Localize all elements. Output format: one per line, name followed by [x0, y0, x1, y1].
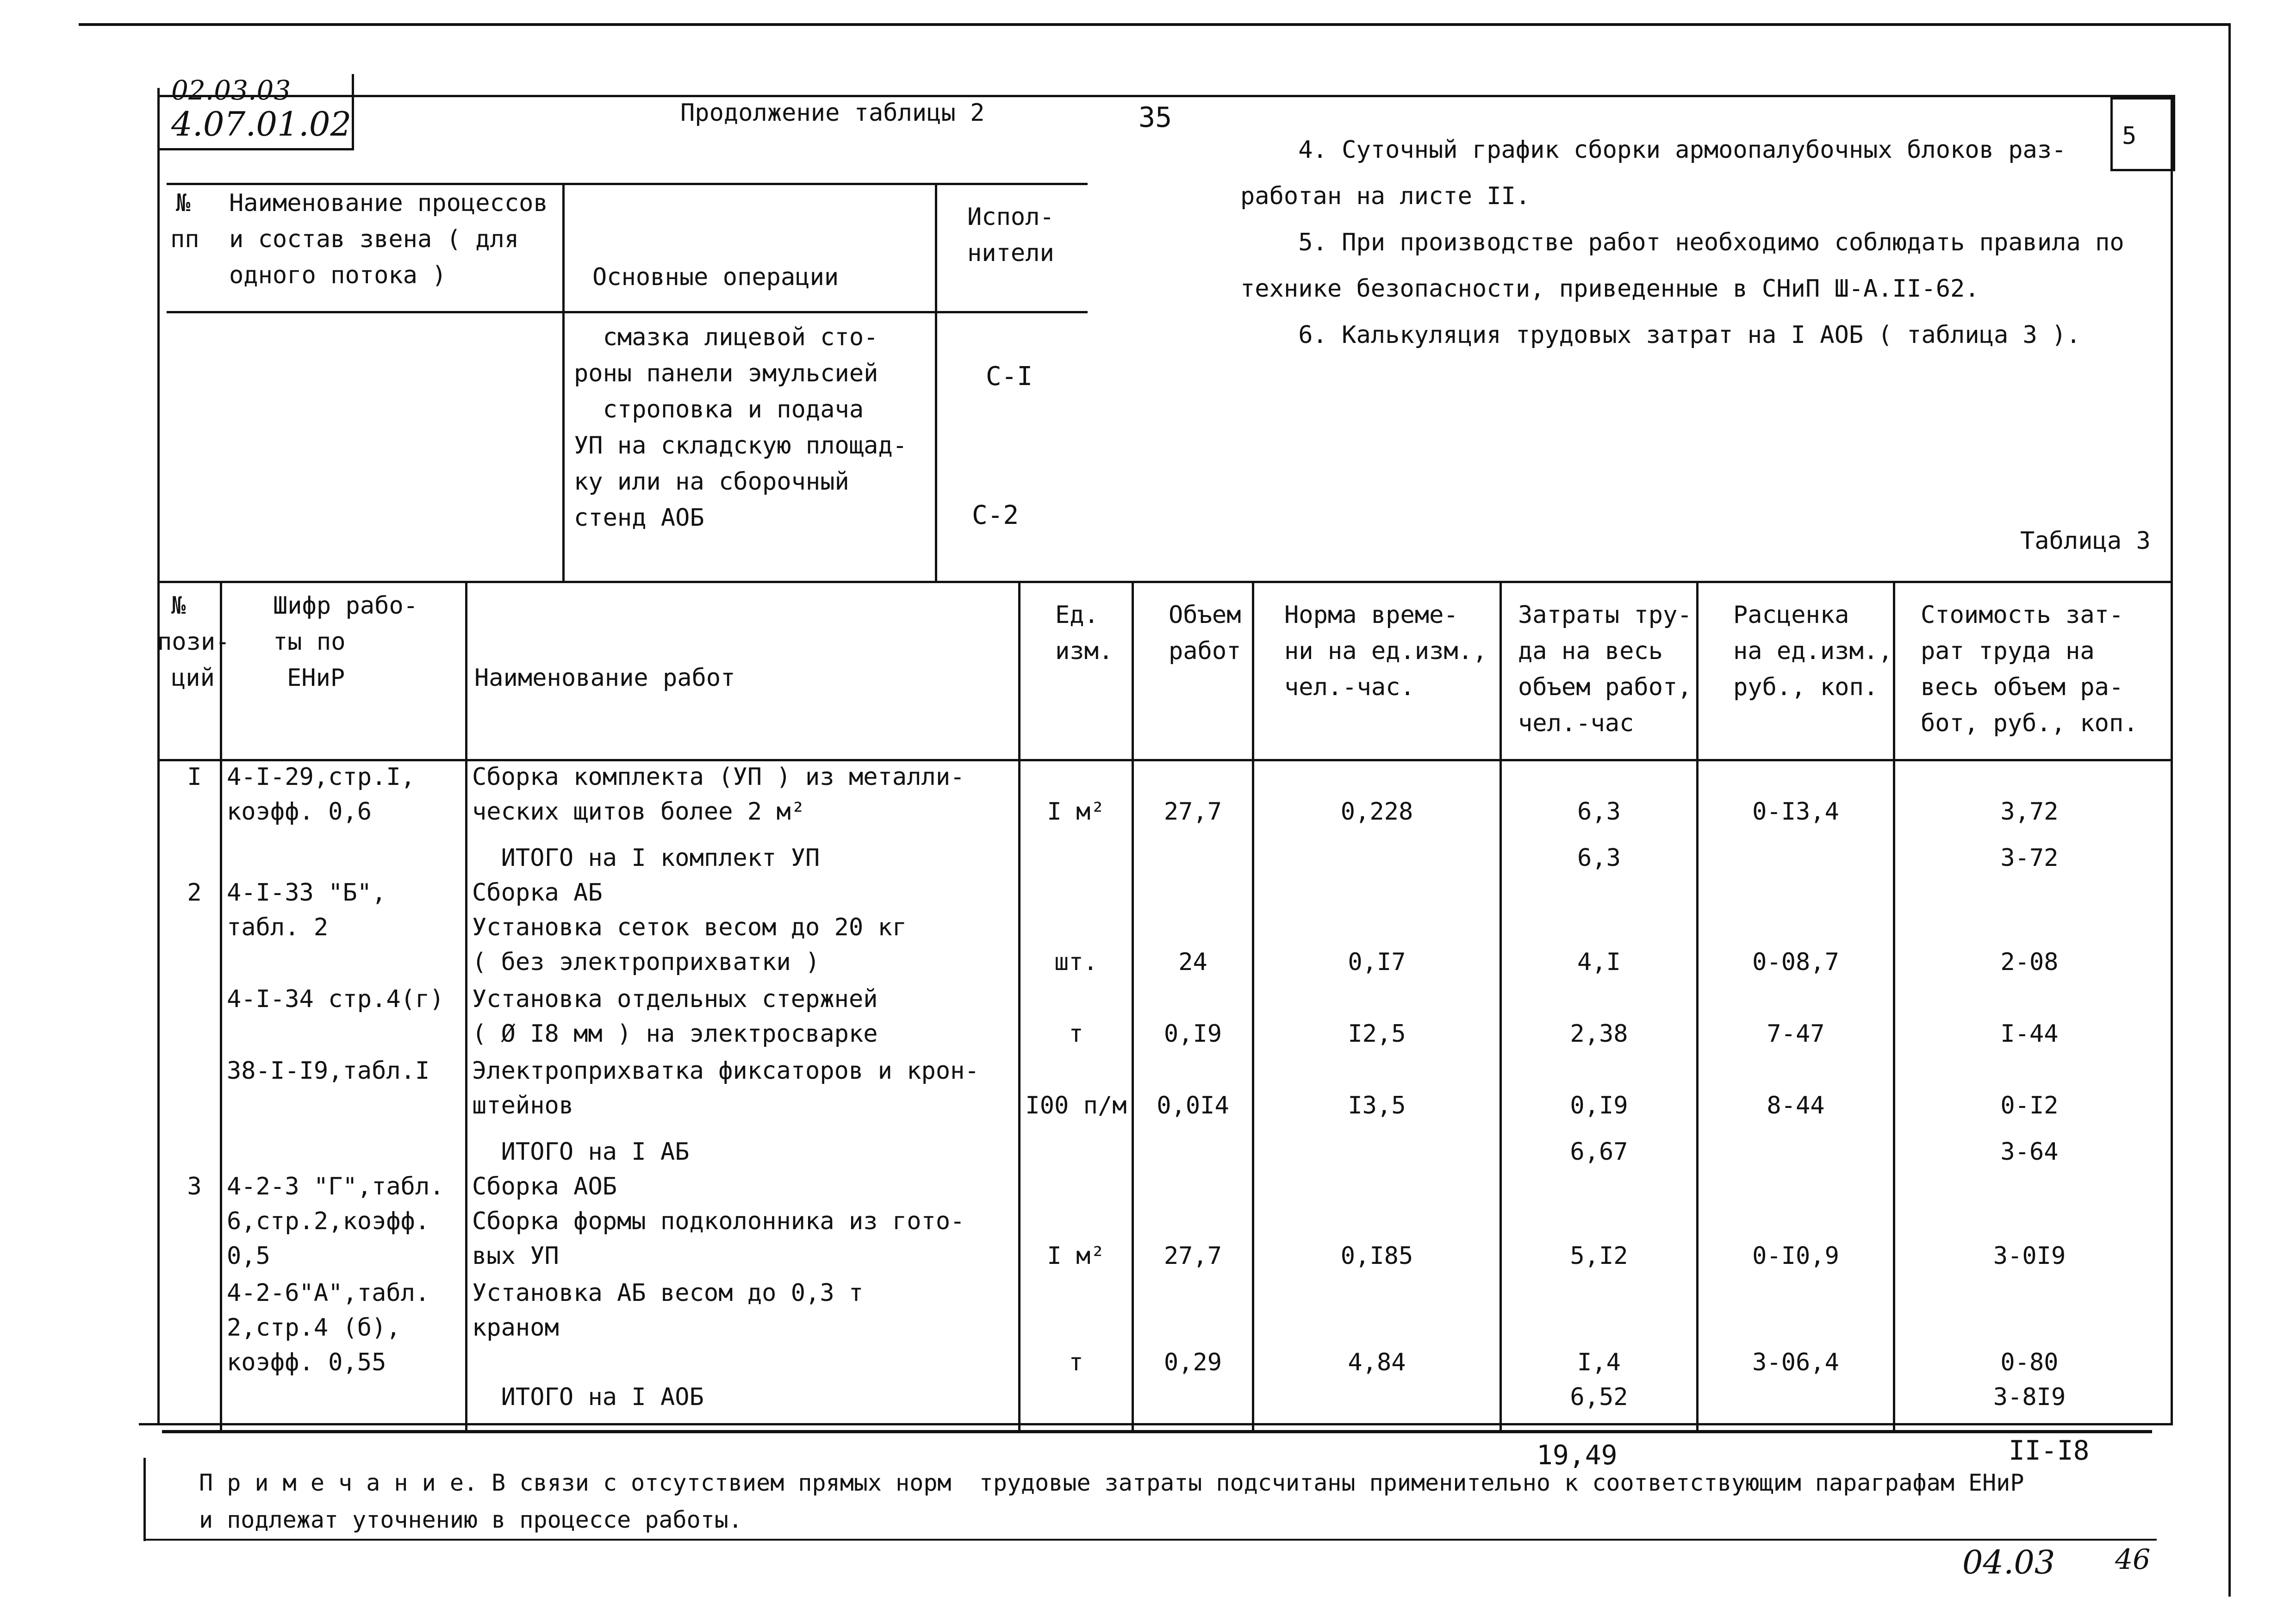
t3-h-labor-3: объем работ,: [1518, 673, 1692, 701]
t3-cell-unit: т: [1069, 1349, 1083, 1376]
t2-h-name-3: одного потока ): [229, 261, 447, 289]
note-5b: технике безопасности, приведенные в СНиП Ш-А.II-62.: [1240, 275, 1979, 303]
footnote-bottom-rule: [143, 1539, 2157, 1541]
note-4b: работан на листе II.: [1240, 182, 1531, 210]
t3-cell-name: вых УП: [472, 1242, 559, 1270]
t3-cell-cost: 3-64: [2000, 1138, 2059, 1166]
t3-cell-code: 38-I-I9,табл.I: [227, 1057, 430, 1085]
t3-h-labor-4: чел.-час: [1518, 709, 1634, 737]
t3-cell-code: 4-I-34 стр.4(г): [227, 985, 444, 1013]
t3-sep-name: [1018, 581, 1020, 1430]
t3-cell-code: коэфф. 0,6: [227, 798, 372, 826]
t3-cell-cost: 3-0I9: [1993, 1242, 2066, 1270]
t2-op-2: роны панели эмульсией: [574, 360, 878, 387]
t3-cell-rate: 0-08,7: [1752, 948, 1839, 976]
t3-cell-name: краном: [472, 1314, 559, 1342]
footnote-left-rule: [143, 1458, 146, 1541]
t3-cell-code: табл. 2: [227, 914, 329, 941]
t3-cell-name: Установка сеток весом до 20 кг: [472, 914, 907, 941]
t3-cell-volume: 27,7: [1164, 1242, 1222, 1270]
t3-cell-name: ИТОГО на I АОБ: [472, 1383, 704, 1411]
t3-cell-volume: 0,I9: [1164, 1020, 1222, 1048]
frame-bottom: [139, 1423, 2171, 1425]
t3-sep-unit: [1132, 581, 1134, 1430]
t3-h-rate-1: Расценка: [1733, 601, 1849, 629]
t3-cell-unit: I00 п/м: [1025, 1092, 1127, 1119]
footnote-line1: П р и м е ч а н и е. В связи с отсутствием прямых норм трудовые затраты подсчитаны применительно к соответствующим параграфам ЕНиР: [199, 1469, 2024, 1496]
t3-cell-norm: 0,228: [1340, 798, 1413, 826]
t3-cell-rate: 7-47: [1767, 1020, 1825, 1048]
t3-cell-name: ИТОГО на I комплект УП: [472, 844, 820, 872]
t3-cell-norm: 0,I7: [1348, 948, 1406, 976]
t2-op-3: строповка и подача: [574, 396, 864, 423]
t3-cell-pos: 2: [187, 879, 202, 907]
t3-cell-rate: 0-I3,4: [1752, 798, 1839, 826]
t3-cell-labor: 0,I9: [1570, 1092, 1628, 1119]
t3-cell-norm: 4,84: [1348, 1349, 1406, 1376]
t3-cell-labor: 6,3: [1577, 844, 1621, 872]
t3-h-rate-2: на ед.изм.,: [1733, 637, 1893, 665]
bottom-hand-right: 46: [2115, 1543, 2151, 1576]
t2-h-operations: Основные операции: [592, 263, 839, 291]
t3-sep-norm: [1500, 581, 1502, 1430]
t3-cell-cost: 0-80: [2000, 1349, 2059, 1376]
t3-cell-unit: I м²: [1047, 1242, 1105, 1270]
right-rule: [2228, 23, 2231, 1597]
t3-cell-code: 4-I-29,стр.I,: [227, 763, 415, 791]
t3-cell-unit: I м²: [1047, 798, 1105, 826]
frame-left: [157, 88, 160, 1423]
t3-cell-name: Установка АБ весом до 0,3 т: [472, 1279, 864, 1307]
t3-cell-cost: 3,72: [2000, 798, 2059, 826]
t3-h-labor-1: Затраты тру-: [1518, 601, 1692, 629]
t3-cell-name: ( без электроприхватки ): [472, 948, 820, 976]
t3-cell-rate: 8-44: [1767, 1092, 1825, 1119]
t3-cell-volume: 0,29: [1164, 1349, 1222, 1376]
t3-h-unit-1: Ед.: [1055, 601, 1099, 629]
total-cost: II-I8: [2009, 1435, 2090, 1466]
t3-cell-name: Сборка формы подколонника из гото-: [472, 1207, 965, 1235]
t3-cell-name: Сборка АОБ: [472, 1173, 617, 1200]
t3-cell-norm: I2,5: [1348, 1020, 1406, 1048]
t3-cell-rate: 3-06,4: [1752, 1349, 1839, 1376]
t3-cell-pos: I: [187, 763, 202, 791]
t3-h-cost-1: Стоимость зат-: [1921, 601, 2124, 629]
t3-h-norm-3: чел.-час.: [1284, 673, 1415, 701]
t3-cell-code: 4-2-6"А",табл.: [227, 1279, 430, 1307]
t3-h-code-2: ты по: [273, 628, 346, 656]
t3-sep-pos: [220, 581, 222, 1430]
t2-op-5: ку или на сборочный: [574, 468, 849, 496]
t3-h-pos-3: ций: [171, 664, 215, 692]
t3-h-pos-1: №: [171, 592, 186, 620]
t2-h-name-2: и состав звена ( для: [229, 225, 519, 253]
t3-cell-volume: 24: [1178, 948, 1207, 976]
sheet-box: [2110, 97, 2175, 171]
t2-exec-1: С-I: [986, 361, 1033, 392]
t2-col-sep1: [562, 183, 565, 581]
note-5a: 5. При производстве работ необходимо соблюдать правила по: [1240, 229, 2124, 256]
t3-cell-code: 2,стр.4 (б),: [227, 1314, 401, 1342]
t3-bottom-rule: [162, 1430, 2152, 1433]
t3-cell-name: ( Ø I8 мм ) на электросварке: [472, 1020, 878, 1048]
t3-h-cost-2: рат труда на: [1921, 637, 2095, 665]
t3-cell-name: Установка отдельных стержней: [472, 985, 878, 1013]
t3-h-rate-3: руб., коп.: [1733, 673, 1879, 701]
t2-h-exec-1: Испол-: [967, 203, 1054, 231]
t3-cell-name: штейнов: [472, 1092, 574, 1119]
t3-cell-unit: т: [1069, 1020, 1083, 1048]
t3-cell-code: 4-I-33 "Б",: [227, 879, 386, 907]
t3-cell-name: Сборка комплекта (УП ) из металли-: [472, 763, 965, 791]
t3-cell-code: 0,5: [227, 1242, 270, 1270]
t3-cell-unit: шт.: [1054, 948, 1098, 976]
t3-h-cost-3: весь объем ра-: [1921, 673, 2124, 701]
t3-cell-cost: 3-72: [2000, 844, 2059, 872]
t3-h-pos-2: пози-: [157, 628, 230, 656]
t3-cell-cost: 0-I2: [2000, 1092, 2059, 1119]
t3-h-name: Наименование работ: [474, 664, 735, 692]
t3-cell-pos: 3: [187, 1173, 202, 1200]
t3-cell-cost: 2-08: [2000, 948, 2059, 976]
t3-h-code-1: Шифр рабо-: [273, 592, 418, 620]
t2-h-num-2: пп: [170, 225, 199, 253]
continuation-caption: Продолжение таблицы 2: [680, 99, 985, 127]
table3-caption: Таблица 3: [2020, 527, 2151, 555]
t3-cell-labor: 2,38: [1570, 1020, 1628, 1048]
total-labor: 19,49: [1537, 1439, 1618, 1471]
t3-sep-labor: [1696, 581, 1699, 1430]
t3-sep-rate: [1893, 581, 1895, 1430]
frame-right: [2171, 97, 2173, 1425]
t3-cell-name: ИТОГО на I АБ: [472, 1138, 690, 1166]
t3-cell-volume: 27,7: [1164, 798, 1222, 826]
t3-h-volume-2: работ: [1169, 637, 1241, 665]
frame-top: [157, 95, 2175, 97]
t3-h-code-3: ЕНиР: [287, 664, 345, 692]
t3-cell-cost: 3-8I9: [1993, 1383, 2066, 1411]
t3-cell-cost: I-44: [2000, 1020, 2059, 1048]
stamp-line1: 02.03.03: [171, 75, 291, 106]
t2-header-rule: [167, 311, 1088, 313]
sheet-number: 5: [2122, 122, 2137, 150]
t3-h-labor-2: да на весь: [1518, 637, 1663, 665]
t2-h-name-1: Наименование процессов: [229, 189, 548, 217]
t3-h-unit-2: изм.: [1055, 637, 1114, 665]
bottom-hand-left: 04.03: [1962, 1543, 2055, 1581]
note-6: 6. Калькуляция трудовых затрат на I АОБ ( таблица 3 ).: [1240, 321, 2081, 349]
t3-cell-code: 6,стр.2,коэфф.: [227, 1207, 430, 1235]
t2-h-exec-2: нители: [967, 239, 1054, 267]
t3-cell-code: коэфф. 0,55: [227, 1349, 386, 1376]
t2-op-4: УП на складскую площад-: [574, 432, 908, 460]
t3-h-cost-4: бот, руб., коп.: [1921, 709, 2138, 737]
t3-cell-norm: I3,5: [1348, 1092, 1406, 1119]
t3-cell-name: ческих щитов более 2 м²: [472, 798, 806, 826]
t3-cell-labor: I,4: [1577, 1349, 1621, 1376]
stamp-line2: 4.07.01.02: [171, 105, 352, 143]
t3-cell-name: Сборка АБ: [472, 879, 603, 907]
t3-cell-labor: 4,I: [1577, 948, 1621, 976]
t3-sep-code: [465, 581, 467, 1430]
t2-op-1: смазка лицевой сто-: [574, 323, 878, 351]
t3-cell-volume: 0,0I4: [1157, 1092, 1229, 1119]
t3-cell-norm: 0,I85: [1340, 1242, 1413, 1270]
t2-col-sep2: [935, 183, 937, 581]
t3-cell-rate: 0-I0,9: [1752, 1242, 1839, 1270]
top-rule: [79, 23, 2231, 26]
t3-top-rule: [157, 581, 2171, 583]
t2-h-num-1: №: [176, 189, 191, 217]
t3-cell-name: Электроприхватка фиксаторов и крон-: [472, 1057, 979, 1085]
t3-h-norm-1: Норма време-: [1284, 601, 1458, 629]
t3-h-volume-1: Объем: [1169, 601, 1241, 629]
t3-cell-labor: 6,67: [1570, 1138, 1628, 1166]
t3-cell-code: 4-2-3 "Г",табл.: [227, 1173, 444, 1200]
note-4a: 4. Суточный график сборки армоопалубочных блоков раз-: [1240, 136, 2066, 164]
t3-cell-labor: 5,I2: [1570, 1242, 1628, 1270]
t2-op-6: стенд АОБ: [574, 504, 704, 532]
t3-cell-labor: 6,52: [1570, 1383, 1628, 1411]
t3-cell-labor: 6,3: [1577, 798, 1621, 826]
footnote-line2: и подлежат уточнению в процессе работы.: [199, 1506, 742, 1533]
t2-exec-2: С-2: [972, 500, 1019, 530]
page-number: 35: [1139, 101, 1172, 134]
t3-sep-volume: [1252, 581, 1254, 1430]
t3-h-norm-2: ни на ед.изм.,: [1284, 637, 1487, 665]
